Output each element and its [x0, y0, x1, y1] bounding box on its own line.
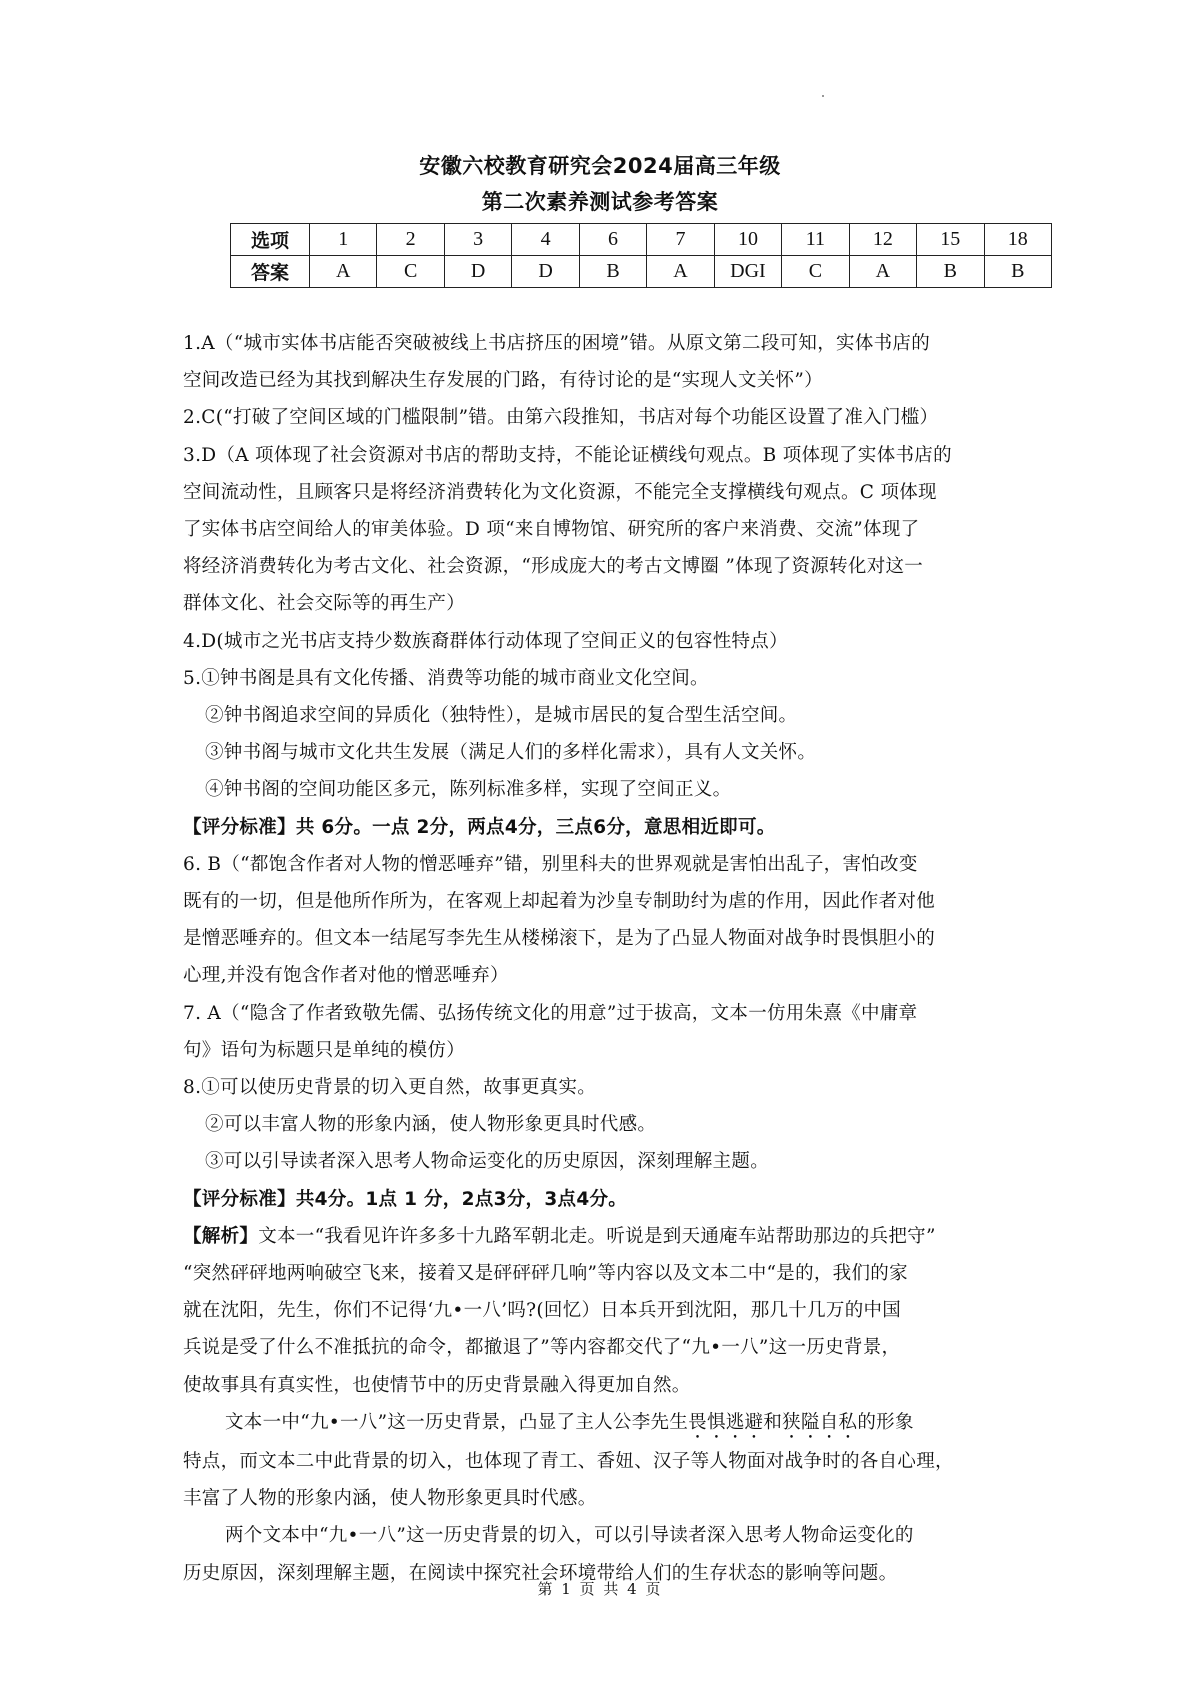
text-line: 文本一“我看见许许多多十九路军朝北走。听说是到天通庵车站帮助那边的兵把守”: [258, 1225, 936, 1247]
text-segment: 的形象: [857, 1411, 914, 1433]
answer-cell: B: [917, 256, 984, 288]
page-footer: 第 1 页 共 4 页: [537, 1580, 663, 1598]
text-line: 5.①钟书阁是具有文化传播、消费等功能的城市商业文化空间。: [183, 667, 709, 689]
text-line: 2.C(“打破了空间区域的门槛限制”错。由第六段推知，书店对每个功能区设置了准入门槛）: [183, 407, 939, 429]
text-line: 了实体书店空间给人的审美体验。D 项“来自博物馆、研究所的客户来消费、交流”体现了: [183, 519, 920, 541]
question-number-cell: 2: [377, 224, 444, 256]
answer-cell: D: [512, 256, 579, 288]
text-line: 既有的一切，但是他所作所为，在客观上却起着为沙皇专制助纣为虐的作用，因此作者对他: [183, 891, 936, 913]
answer-row: [231, 256, 1052, 288]
scoring-line: [183, 809, 1033, 846]
row-label-answers: 答案: [231, 256, 310, 288]
text-line: 将经济消费转化为考古文化、社会资源，“形成庞大的考古文博圈 ”体现了资源转化对这一: [183, 556, 924, 578]
text-line: 两个文本中“九•一八”这一历史背景的切入，可以引导读者深入思考人物命运变化的: [225, 1525, 914, 1547]
text-line: 3.D（A 项体现了社会资源对书店的帮助支持，不能论证横线句观点。B 项体现了实体书店的: [183, 444, 952, 466]
text-line: “突然砰砰地两响破空飞来，接着又是砰砰砰几响”等内容以及文本二中“是的，我们的家: [183, 1263, 908, 1285]
text-line: 8.①可以使历史背景的切入更自然，故事更真实。: [183, 1077, 597, 1099]
question-number-cell: 15: [917, 224, 984, 256]
text-line: 丰富了人物的形象内涵，使人物形象更具时代感。: [183, 1488, 597, 1510]
text-line: 群体文化、社会交际等的再生产）: [183, 593, 466, 615]
analysis-label: 【解析】: [183, 1225, 259, 1247]
scan-speck: [822, 95, 824, 97]
document-subtitle: 第二次素养测试参考答案: [481, 190, 719, 214]
text-line: ③钟书阁与城市文化共生发展（满足人们的多样化需求），具有人文关怀。: [205, 742, 817, 764]
question-number-cell: 1: [310, 224, 377, 256]
row-label-options: 选项: [231, 224, 310, 256]
text-line: 是憎恶唾弃的。但文本一结尾写李先生从楼梯滚下，是为了凸显人物面对战争时畏惧胆小的: [183, 928, 936, 950]
scoring-line: [183, 1181, 1033, 1218]
text-line: 历史原因，深刻理解主题，在阅读中探究社会环境带给人们的生存状态的影响等问题。: [183, 1562, 898, 1584]
text-line: 7. A（“隐含了作者致敬先儒、弘扬传统文化的用意”过于拔高，文本一仿用朱熹《中庸章: [183, 1002, 918, 1024]
text-line: 1.A（“城市实体书店能否突破被线上书店挤压的困境”错。从原文第二段可知，实体书店的: [183, 333, 931, 354]
document-title: 安徽六校教育研究会2024届高三年级: [419, 154, 781, 178]
text-line: ②钟书阁追求空间的异质化（独特性），是城市居民的复合型生活空间。: [205, 705, 798, 727]
text-line: ②可以丰富人物的形象内涵，使人物形象更具时代感。: [205, 1114, 657, 1136]
answer-cell: B: [579, 256, 646, 288]
text-segment: 文本一中“九•一八”这一历史背景，凸显了主人公李先生: [225, 1411, 689, 1433]
text-line: 4.D(城市之光书店支持少数族裔群体行动体现了空间正义的包容性特点）: [183, 630, 788, 652]
text-line: 就在沈阳，先生，你们不记得‘九•一八’吗?(回忆）日本兵开到沈阳，那几十几万的中国: [183, 1300, 902, 1322]
answer-table: [230, 223, 1052, 288]
question-number-cell: 11: [782, 224, 849, 256]
analysis-line: [183, 1218, 1033, 1255]
answer-cell: A: [647, 256, 714, 288]
answer-cell: A: [310, 256, 377, 288]
text-line: 空间流动性，且顾客只是将经济消费转化为文化资源，不能完全支撑横线句观点。C 项体现: [183, 481, 937, 503]
text-line: 句》语句为标题只是单纯的模仿）: [183, 1039, 466, 1061]
text-line: 特点，而文本二中此背景的切入，也体现了青工、香妞、汉子等人物面对战争时的各自心理，: [183, 1450, 954, 1472]
question-number-cell: 6: [579, 224, 646, 256]
emphasized-phrase: 狭隘自私: [782, 1411, 858, 1433]
text-line: 兵说是受了什么不准抵抗的命令，都撤退了”等内容都交代了“九•一八”这一历史背景，: [183, 1337, 901, 1359]
question-number-row: [231, 224, 1052, 256]
answer-cell: C: [782, 256, 849, 288]
scoring-label: 【评分标准】: [183, 1188, 296, 1210]
answer-cell: A: [849, 256, 916, 288]
text-line: 共 6分。一点 2分，两点4分，三点6分，意思相近即可。: [295, 816, 776, 838]
text-line: ④钟书阁的空间功能区多元，陈列标准多样，实现了空间正义。: [205, 779, 732, 801]
text-line: 空间改造已经为其找到解决生存发展的门路，有待讨论的是“实现人文关怀”）: [183, 370, 823, 392]
answer-explanations: [183, 325, 1033, 1592]
text-line: 共4分。1点 1 分，2点3分，3点4分。: [295, 1188, 628, 1210]
question-number-cell: 10: [714, 224, 781, 256]
answer-cell: B: [984, 256, 1051, 288]
answer-cell: C: [377, 256, 444, 288]
scoring-label: 【评分标准】: [183, 816, 296, 838]
emphasized-phrase: 畏惧逃避: [688, 1411, 764, 1433]
answer-cell: DGI: [714, 256, 781, 288]
text-line: 心理,并没有饱含作者对他的憎恶唾弃）: [183, 965, 509, 987]
question-number-cell: 4: [512, 224, 579, 256]
question-number-cell: 18: [984, 224, 1051, 256]
text-line: [183, 1404, 1033, 1443]
text-line: 使故事具有真实性，也使情节中的历史背景融入得更加自然。: [183, 1374, 691, 1396]
question-number-cell: 7: [647, 224, 714, 256]
question-number-cell: 3: [444, 224, 511, 256]
answer-cell: D: [444, 256, 511, 288]
text-line: ③可以引导读者深入思考人物命运变化的历史原因，深刻理解主题。: [205, 1151, 770, 1173]
question-number-cell: 12: [849, 224, 916, 256]
text-line: 6. B（“都饱含作者对人物的憎恶唾弃”错，别里科夫的世界观就是害怕出乱子，害怕改变: [183, 853, 918, 875]
text-segment: 和: [763, 1411, 783, 1433]
